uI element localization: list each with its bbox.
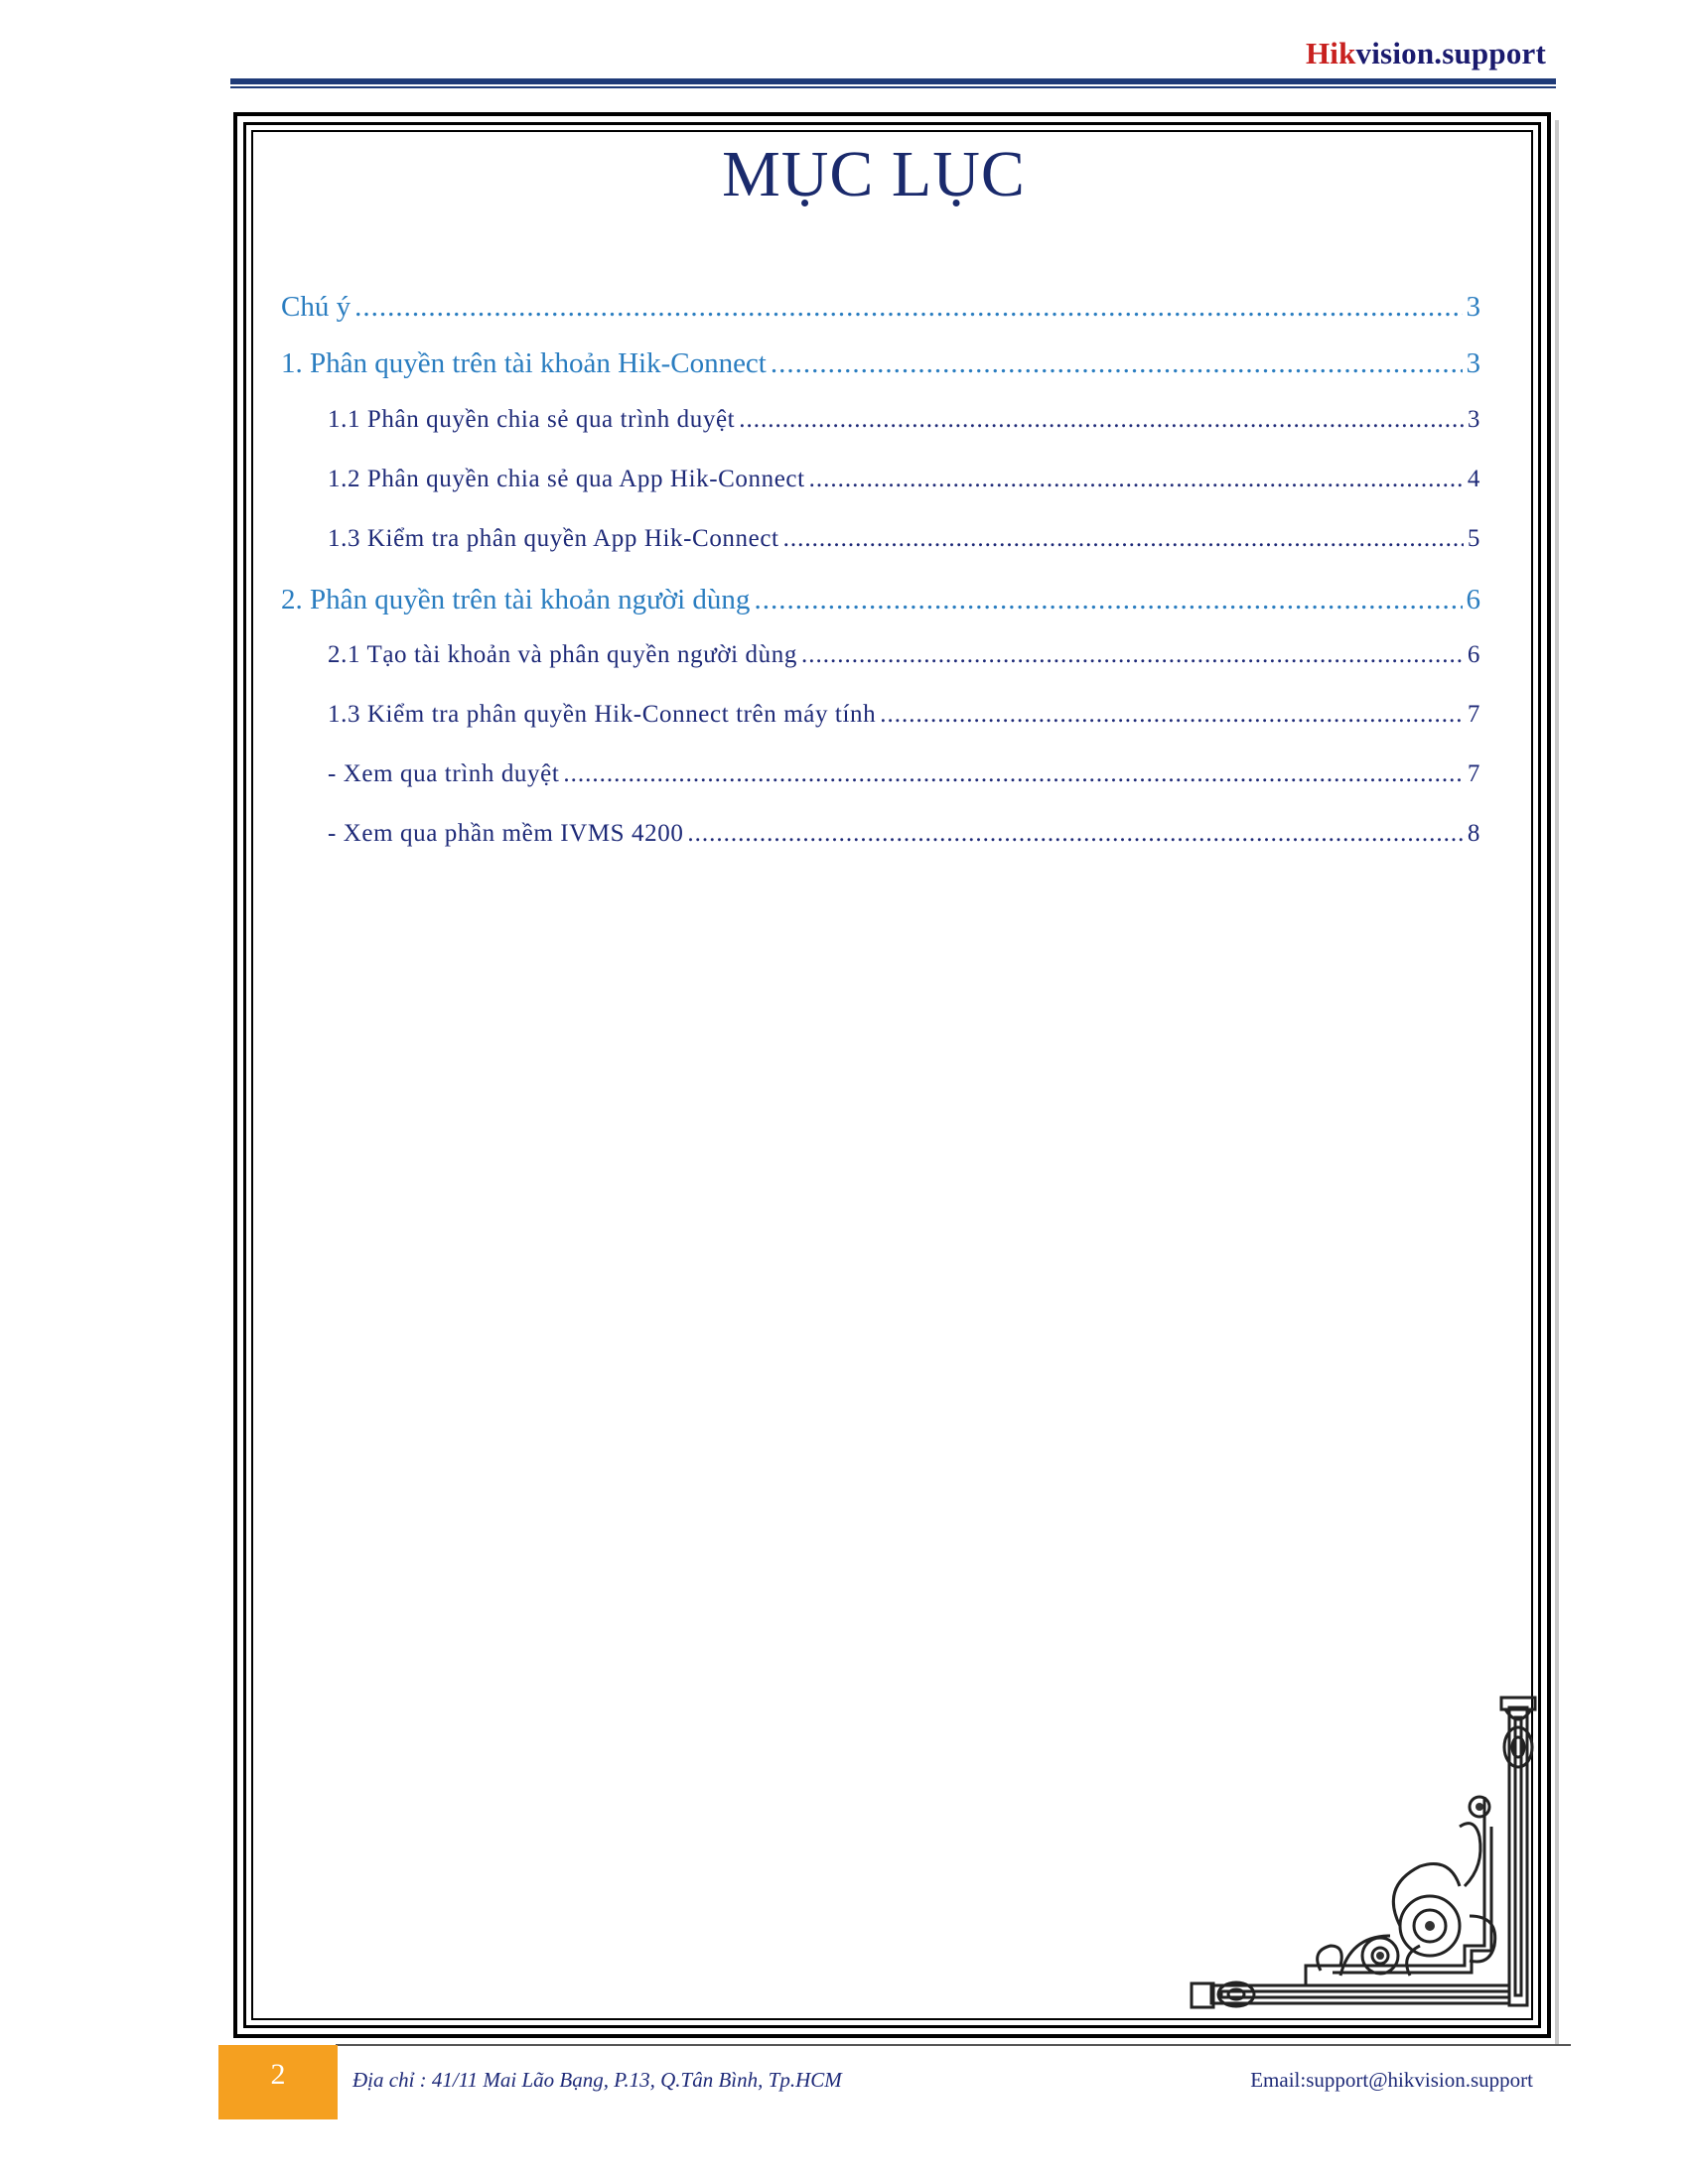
toc-entry-chu-y[interactable] — [281, 291, 1480, 324]
toc-entry-page: 7 — [1467, 760, 1480, 787]
toc-leader-dots — [801, 641, 1464, 669]
toc-entry-page: 8 — [1467, 820, 1480, 847]
brand-hik: Hik — [1305, 36, 1356, 70]
toc-leader-dots — [563, 760, 1464, 788]
toc-entry-text: 1.1 Phân quyền chia sẻ qua trình duyệt — [328, 406, 736, 433]
corner-ornament-icon — [1182, 1688, 1541, 2025]
toc-entry-text: - Xem qua phần mềm IVMS 4200 — [328, 820, 684, 847]
footer-rule — [336, 2044, 1571, 2046]
toc-entry-text: 2.1 Tạo tài khoản và phân quyền người dùng — [328, 641, 797, 668]
header-rule-thick — [230, 78, 1556, 84]
header-rule-thin — [230, 86, 1556, 88]
toc-leader-dots — [739, 406, 1464, 434]
toc-leader-dots — [354, 291, 1462, 324]
toc-entry-text: 1.3 Kiểm tra phân quyền App Hik-Connect — [328, 525, 779, 552]
toc-leader-dots — [754, 584, 1462, 616]
toc-entry-page: 7 — [1467, 701, 1480, 728]
toc-entry-text: - Xem qua trình duyệt — [328, 760, 560, 787]
toc-entry-section-1[interactable] — [281, 347, 1480, 380]
toc-entry-section-1-1[interactable] — [328, 406, 1480, 434]
toc-entry-ivms[interactable] — [328, 820, 1480, 848]
toc-entry-section-1-2[interactable] — [328, 466, 1480, 493]
brand-logo-text — [1306, 36, 1546, 71]
toc-entry-text: Chú ý — [281, 291, 352, 323]
page-number: 2 — [218, 2045, 338, 2119]
toc-entry-page: 4 — [1467, 466, 1480, 492]
toc-entry-page: 3 — [1467, 406, 1480, 433]
toc-entry-text: 2. Phân quyền trên tài khoản người dùng — [281, 584, 751, 615]
toc-entry-section-2[interactable] — [281, 584, 1480, 616]
toc-entry-page: 3 — [1466, 347, 1480, 379]
toc-entry-text: 1. Phân quyền trên tài khoản Hik-Connect — [281, 347, 767, 379]
toc-entry-page: 6 — [1466, 584, 1480, 615]
footer-email[interactable]: Email:support@hikvision.support — [1250, 2068, 1533, 2092]
page-title: MỤC LỤC — [722, 138, 1026, 210]
toc-entry-section-1-3[interactable] — [328, 525, 1480, 553]
page-frame-shadow — [1555, 120, 1559, 2046]
toc-entry-section-2-1[interactable] — [328, 641, 1480, 669]
toc-leader-dots — [687, 820, 1463, 848]
toc-entry-text: 1.2 Phân quyền chia sẻ qua App Hik-Connect — [328, 466, 805, 492]
brand-rest: vision.support — [1355, 36, 1546, 70]
toc-entry-browser[interactable] — [328, 760, 1480, 788]
toc-leader-dots — [783, 525, 1464, 553]
toc-entry-page: 3 — [1466, 291, 1480, 323]
toc-leader-dots — [771, 347, 1463, 380]
toc-entry-section-2-2[interactable] — [328, 701, 1480, 729]
toc-entry-page: 6 — [1467, 641, 1480, 668]
toc-entry-page: 5 — [1467, 525, 1480, 552]
toc-leader-dots — [880, 701, 1464, 729]
toc-entry-text: 1.3 Kiểm tra phân quyền Hik-Connect trên máy tính — [328, 701, 877, 728]
toc-leader-dots — [809, 466, 1464, 493]
footer-address: Địa chỉ : 41/11 Mai Lão Bạng, P.13, Q.Tân Bình, Tp.HCM — [352, 2068, 842, 2092]
